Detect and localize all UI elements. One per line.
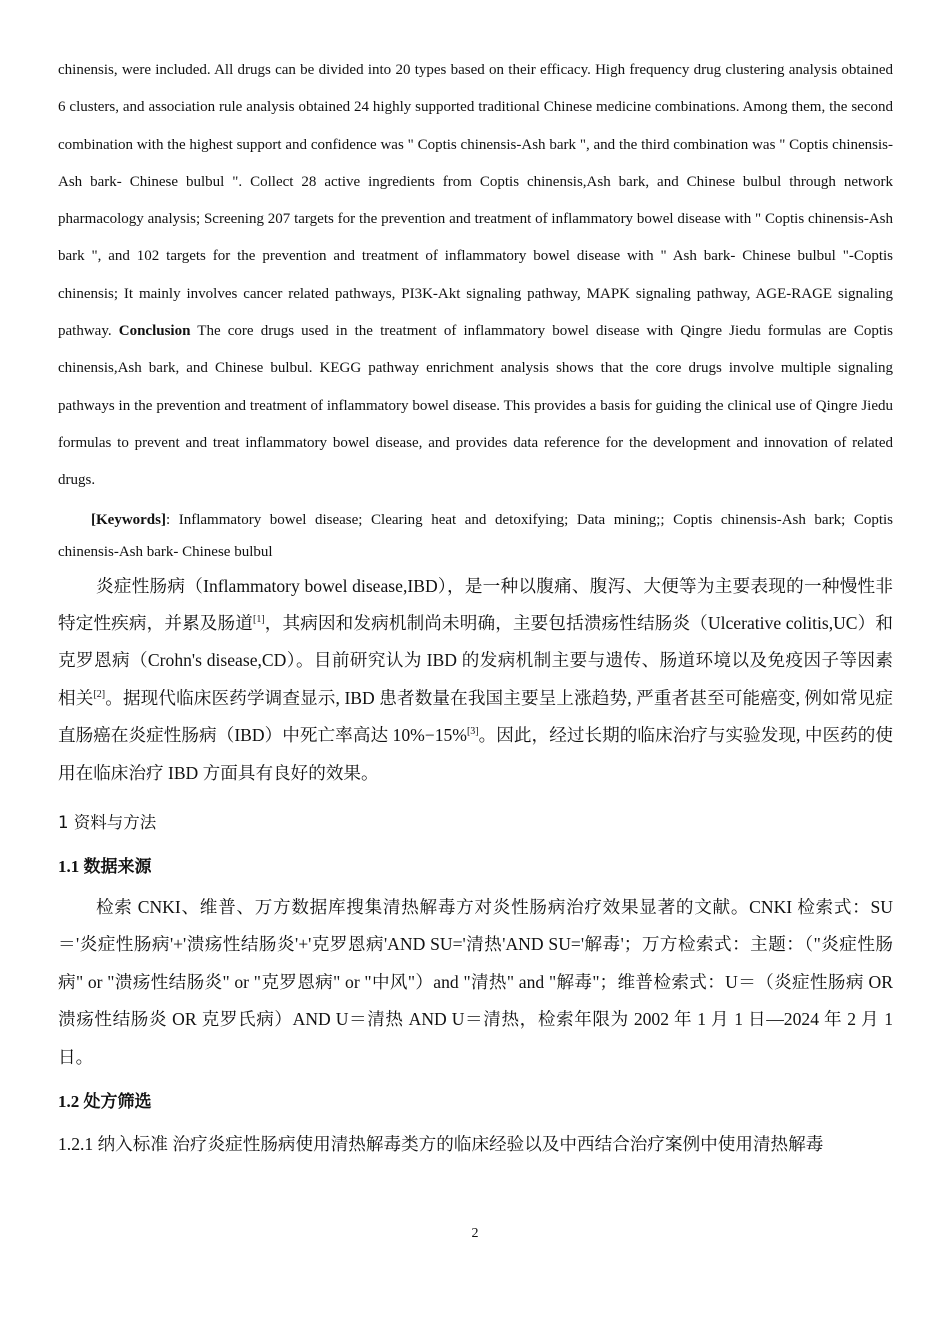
keywords-label: [Keywords]: [91, 511, 166, 528]
introduction-paragraph: [58, 568, 893, 792]
section-heading-1: 1 资料与方法: [58, 813, 157, 832]
intro-text-2: ，其病因和发病机制尚未明确，主要包括溃疡性结肠炎（Ulcerative colitis,UC）和克罗恩病（Crohn's disease,CD）。目前研究认为 IBD 的发病机制主要与遗传、肠道环境以及免疫因子等因素相关: [58, 612, 893, 708]
conclusion-label: Conclusion: [118, 323, 191, 340]
keywords-text: : Inflammatory bowel disease; Clearing heat and detoxifying; Data mining;; Coptis chinensis-Ash bark; Coptis chinensis-Ash bark- Chinese bulbul: [58, 511, 893, 560]
inclusion-criteria-text: 治疗炎症性肠病使用清热解毒类方的临床经验以及中西结合治疗案例中使用清热解毒: [167, 1134, 824, 1155]
citation-2: [2]: [93, 688, 106, 700]
citation-1: [1]: [252, 614, 265, 626]
section-heading-1-2: 1.2 处方筛选: [58, 1092, 152, 1112]
page-number: 2: [471, 1226, 479, 1241]
abstract-results-text: chinensis, were included. All drugs can be divided into 20 types based on their efficacy. High frequency drug clustering analysis obtained 6 clusters, and association rule analysis obtained 24 highly supported traditional Chinese medicine combinations. Among them, the second combination with the highest support and confidence was " Coptis chinensis-Ash bark ", and the third combination was " Coptis chinensis-Ash bark- Chinese bulbul ". Collect 28 active ingredients from Coptis chinensis,Ash bark, and Chinese bulbul through network pharmacology analysis; Screening 207 targets for the prevention and treatment of inflammatory bowel disease with " Coptis chinensis-Ash bark ", and 102 targets for the prevention and treatment of inflammatory bowel disease with " Ash bark- Chinese bulbul "-Coptis chinensis; It mainly involves cancer related pathways, PI3K-Akt signaling pathway, MAPK signaling pathway, AGE-RAGE signaling pathway.: [58, 62, 893, 340]
data-source-paragraph: 检索 CNKI、维普、万方数据库搜集清热解毒方对炎性肠病治疗效果显著的文献。CNKI 检索式：SU＝'炎症性肠病'+'溃疡性结肠炎'+'克罗恩病'AND SU='清热'AND SU='解毒'；万方检索式：主题：（"炎症性肠病" or "溃疡性结肠炎" or "克罗恩病" or "中风"）and "清热" and "解毒"；维普检索式：U＝（炎症性肠病 OR 溃疡性结肠炎 OR 克罗氏病）AND U＝清热 AND U＝清热，检索年限为 2002 年 1 月 1 日—2024 年 2 月 1 日。: [58, 897, 893, 1067]
section-heading-1-1: 1.1 数据来源: [58, 857, 152, 876]
intro-text-1: 炎症性肠病（Inflammatory bowel disease,IBD），是一种以腹痛、腹泻、大便等为主要表现的一种慢性非特定性疾病，并累及肠道: [58, 575, 893, 633]
inclusion-criteria-paragraph: [58, 1126, 893, 1163]
inclusion-criteria-label: 1.2.1 纳入标准: [58, 1134, 168, 1155]
english-abstract: [58, 52, 893, 500]
keywords-paragraph: [58, 504, 893, 568]
citation-3: [3]: [466, 726, 479, 738]
page-body: [58, 52, 893, 1163]
intro-text-4: 。因此，经过长期的临床治疗与实验发现, 中医药的使用在临床治疗 IBD 方面具有良好的效果。: [58, 725, 893, 783]
intro-text-3: 。据现代临床医药学调查显示, IBD 患者数量在我国主要呈上涨趋势, 严重者甚至可能癌变, 例如常见症直肠癌在炎症性肠病（IBD）中死亡率高达 10%−15%: [58, 687, 893, 746]
abstract-conclusion-text: The core drugs used in the treatment of inflammatory bowel disease with Qingre Jiedu formulas are Coptis chinensis,Ash bark, and Chinese bulbul. KEGG pathway enrichment analysis shows that the core drugs involve multiple signaling pathways in the prevention and treatment of inflammatory bowel disease. This provides a basis for guiding the clinical use of Qingre Jiedu formulas to prevent and treat inflammatory bowel disease, and provides data reference for the development and innovation of related drugs.: [58, 323, 893, 489]
